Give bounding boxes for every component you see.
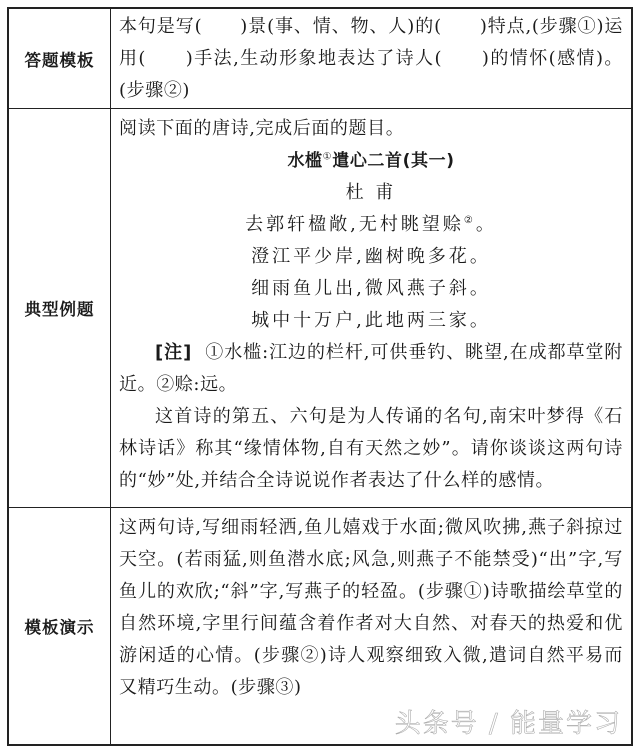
- row-label: 典型例题: [9, 109, 111, 507]
- footnote-marker: ①: [322, 151, 333, 163]
- poem-line: [119, 209, 623, 241]
- poem-line-end: 。: [475, 214, 497, 235]
- answer-template-table: [7, 7, 633, 746]
- row-typical-example: [9, 109, 631, 508]
- poem-line-text: 去郭轩楹敞,无村眺望赊: [245, 214, 464, 235]
- poem-title-part2: 遣心二首(其一): [332, 151, 455, 171]
- poem-title: [119, 145, 623, 177]
- poem-title-part1: 水槛: [287, 151, 323, 171]
- demo-answer-text: 这两句诗,写细雨轻洒,鱼儿嬉戏于水面;微风吹拂,燕子斜掠过天空。(若雨猛,则鱼潜水底;风急,则燕子不能禁受)“出”字,写鱼儿的欢欣;“斜”字,写燕子的轻盈。(步骤①)诗歌描绘草堂的自然环境,字里行间蕴含着作者对大自然、对春天的热爱和优游闲适的心情。(步骤②)诗人观察细致入微,遣词自然平易而又精巧生动。(步骤③): [119, 517, 623, 698]
- template-text: 本句是写( )景(事、情、物、人)的( )特点,(步骤①)运用( )手法,生动形象地表达了诗人( )的情怀(感情)。(步骤②): [119, 16, 623, 101]
- poem-notes: [119, 337, 623, 401]
- poem-line: 城中十万户,此地两三家。: [251, 310, 491, 331]
- example-content: [111, 109, 631, 507]
- row-label: 答题模板: [9, 9, 111, 108]
- poem-line: 澄江平少岸,幽树晚多花。: [251, 246, 491, 267]
- footnote-marker: ②: [463, 215, 476, 226]
- example-intro: 阅读下面的唐诗,完成后面的题目。: [119, 118, 405, 139]
- watermark: 头条号 / 能量学习: [394, 709, 622, 739]
- row-answer-template: [9, 9, 631, 109]
- poem-author: 杜 甫: [345, 182, 397, 203]
- poem-line: 细雨鱼儿出,微风燕子斜。: [251, 278, 491, 299]
- note-label: [注]: [155, 342, 192, 363]
- example-question: 这首诗的第五、六句是为人传诵的名句,南宋叶梦得《石林诗话》称其“缘情体物,自有天然之妙”。请你谈谈这两句诗的“妙”处,并结合全诗说说作者表达了什么样的感情。: [119, 406, 623, 491]
- note-text: ①水槛:江边的栏杆,可供垂钓、眺望,在成都草堂附近。②赊:远。: [119, 342, 623, 395]
- row-label: 模板演示: [9, 508, 111, 744]
